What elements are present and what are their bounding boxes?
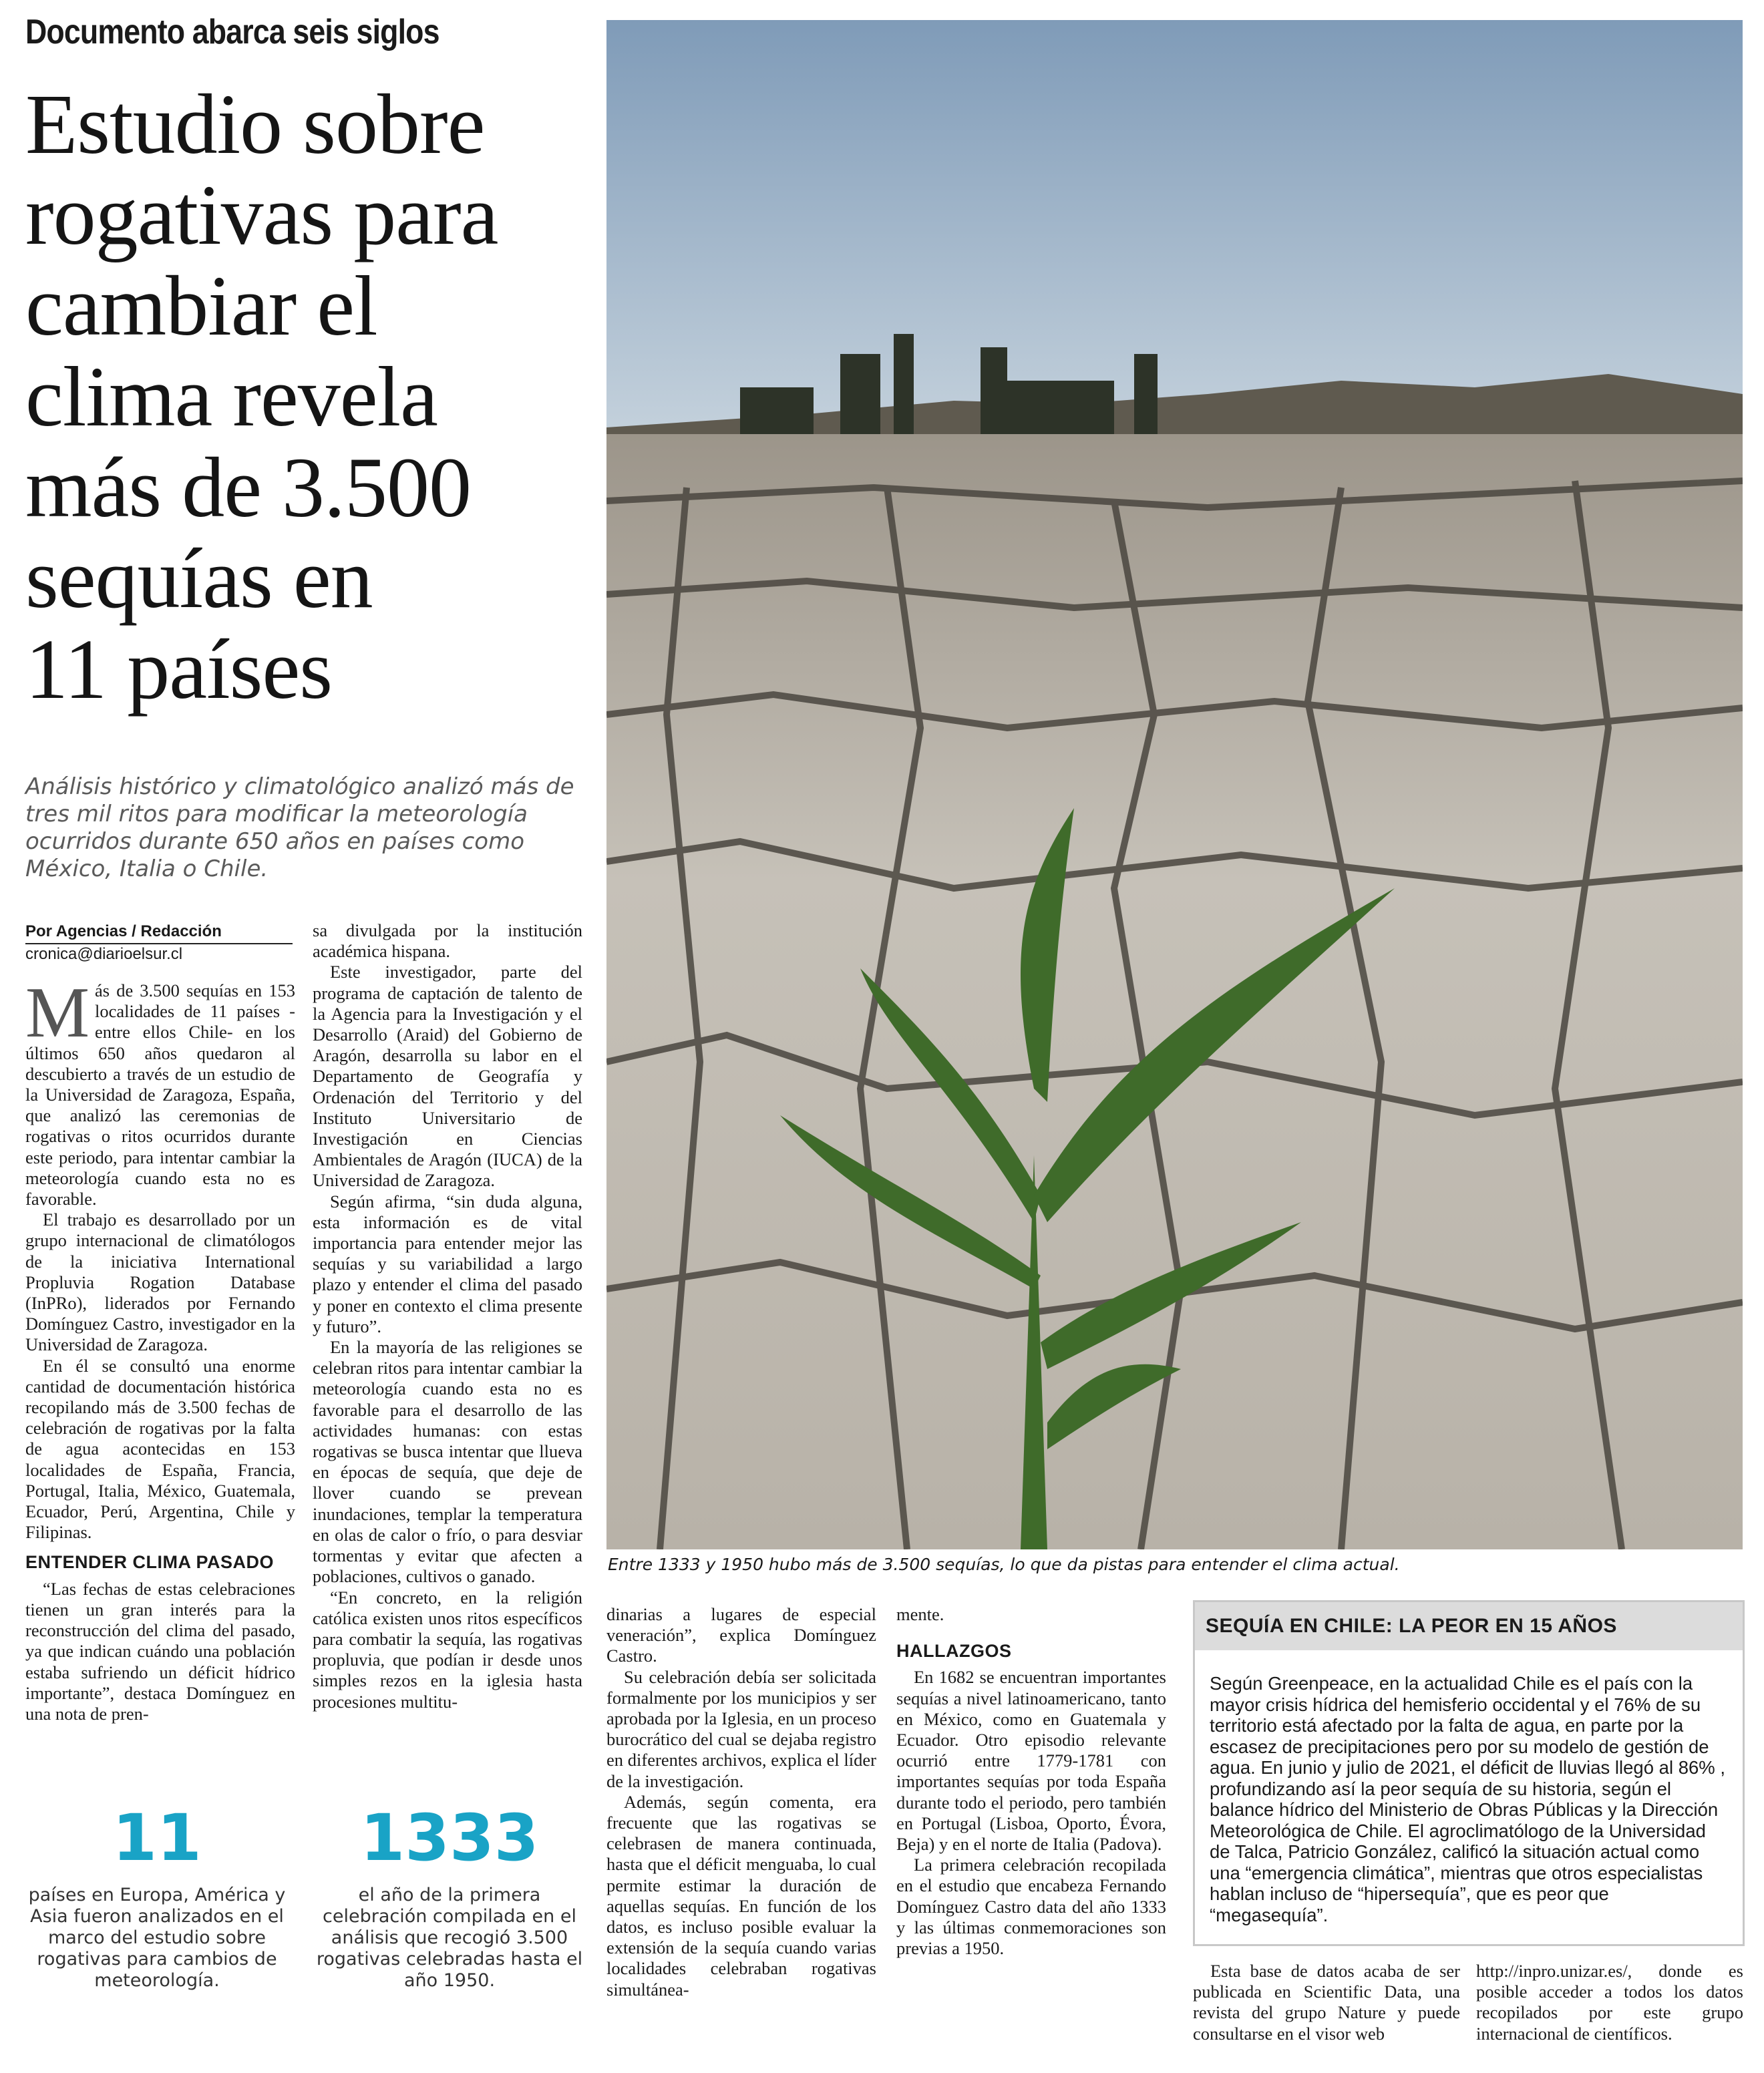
byline-author: Por Agencias / Redacción (25, 922, 293, 944)
stat-block-11 (20, 1801, 294, 1992)
bottom-column-right (1476, 1961, 1743, 2044)
paragraph: La primera celebración recopilada en el estudio que encabeza Fernando Domínguez Castro data del año 1333 y las últimas conmemoraciones son previas a 1950. (896, 1855, 1166, 1959)
paragraph: sa divulgada por la institución académica hispana. (313, 920, 582, 962)
headline (25, 79, 600, 715)
deck: Análisis histórico y climatológico analizó más de tres mil ritos para modificar la meteorología ocurridos durante 650 años en países como México, Italia o Chile. (25, 773, 574, 882)
subhead: ENTENDER CLIMA PASADO (25, 1552, 275, 1573)
cracked-earth-plant-image (606, 20, 1743, 1549)
paragraph: Esta base de datos acaba de ser publicada en Scientific Data, una revista del grupo Nature y puede consultarse en el visor web (1193, 1961, 1460, 2044)
bottom-column-left (1193, 1961, 1460, 2044)
article-column-1 (25, 973, 295, 1724)
paragraph: Este investigador, parte del programa de captación de talento de la Agencia para la Investigación y el Desarrollo (Araid) del Gobierno de Aragón, desarrolla su labor en el Departamento de Geografía y Ordenación del Territorio y del Instituto Universitario de Investigación en Ciencias Ambientales de Aragón (IUCA) de la Universidad de Zaragoza. (313, 962, 582, 1191)
byline (25, 922, 293, 964)
byline-email: cronica@diarioelsur.cl (25, 945, 183, 963)
headline-line: sequías en (25, 531, 373, 626)
paragraph: En él se consultó una enorme cantidad de documentación histórica recopilando más de 3.500 fechas de celebración de rogativas por la falta de agua acontecidas en 153 localidades de España, Francia, Portugal, Italia, México, Guatemala, Ecuador, Perú, Argentina, Chile y Filipinas. (25, 1355, 295, 1543)
sidebar-body: Según Greenpeace, en la actualidad Chile es el país con la mayor crisis hídrica del hemisferio occidental y el 76% de su territorio está afectado por la falta de agua, en parte por la escasez de precipitaciones pero por su modelo de gestión de agua. En junio y julio de 2021, el déficit de lluvias llegó al 86% , profundizando así la peor sequía de su historia, según el balance hídrico del Ministerio de Obras Públicas y la Dirección Meteorológica de Chile. El agroclimatólogo de la Universidad de Talca, Patricio González, calificó la situación actual como una “emergencia climática”, mientras que otros especialistas hablan incluso de “hipersequía”, que es peor que “megasequía”. (1210, 1673, 1726, 1925)
stat-caption: el año de la primera celebración compilada en el análisis que recogió 3.500 rogativas celebradas hasta el año 1950. (316, 1885, 583, 1991)
headline-line: Estudio sobre (25, 77, 485, 172)
headline-line: cambiar el (25, 258, 377, 353)
article-column-4 (896, 1604, 1166, 1959)
headline-line: 11 países (25, 622, 333, 717)
paragraph: Según afirma, “sin duda alguna, esta información es de vital importancia para entender mejor las sequías y su variabilidad a largo plazo y entender el clima del pasado y poner en contexto el clima presente y futuro”. (313, 1191, 582, 1336)
paragraph: Su celebración debía ser solicitada formalmente por los municipios y ser aprobada por la Iglesia, en un proceso burocrático del cual se dejaba registro en diferentes archivos, explica el líder de la investigación. (606, 1666, 876, 1791)
drought-photo (606, 20, 1743, 1549)
headline-line: más de 3.500 (25, 440, 471, 535)
photo-caption: Entre 1333 y 1950 hubo más de 3.500 sequías, lo que da pistas para entender el clima actual. (608, 1555, 1400, 1574)
paragraph: Más de 3.500 sequías en 153 localidades de 11 países -entre ellos Chile- en los últimos 650 años quedaron al descubierto a través de un estudio de la Universidad de Zaragoza, España, que analizó las ceremonias de rogativas o ritos ocurridos durante este periodo, para intentar cambiar la meteorología cuando esta no es favorable. (25, 973, 295, 1209)
paragraph: mente. (896, 1604, 944, 1624)
paragraph: Además, según comenta, era frecuente que las rogativas se celebrasen de manera continuada, hasta que el déficit menguaba, lo cual permite estimar la duración de aquellas sequías. En función de los datos, es incluso posible evaluar la extensión de la sequía cuando varias localidades celebraban rogativas simultánea- (606, 1791, 876, 2000)
stat-block-1333 (313, 1801, 586, 1992)
paragraph: dinarias a lugares de especial veneración”, explica Domínguez Castro. (606, 1604, 876, 1666)
sidebar-title: SEQUÍA EN CHILE: LA PEOR EN 15 AÑOS (1195, 1602, 1743, 1650)
article-column-3 (606, 1604, 876, 2000)
stat-number: 1333 (360, 1801, 539, 1875)
subhead: HALLAZGOS (896, 1641, 1012, 1662)
paragraph: El trabajo es desarrollado por un grupo internacional de climatólogos de la iniciativa International Propluvia Rogation Database (InPRo), liderados por Fernando Domínguez Castro, investigador en la Universidad de Zaragoza. (25, 1209, 295, 1355)
dropcap: M (25, 973, 90, 1053)
stat-caption: países en Europa, América y Asia fueron analizados en el marco del estudio sobre rogativas para cambios de meteorología. (28, 1885, 286, 1991)
paragraph: http://inpro.unizar.es/, donde es posible acceder a todos los datos recopilados por este grupo internacional de científicos. (1476, 1961, 1743, 2044)
headline-line: clima revela (25, 349, 437, 444)
article-column-2 (313, 920, 582, 1712)
paragraph: “Las fechas de estas celebraciones tienen un gran interés para la reconstrucción del clima del pasado, ya que indican cuándo una población estaba sufriendo un déficit hídrico importante”, destaca Domínguez en una nota de pren- (25, 1578, 295, 1724)
kicker: Documento abarca seis siglos (25, 13, 439, 51)
stat-number: 11 (112, 1801, 202, 1875)
headline-line: rogativas para (25, 168, 498, 262)
paragraph: En 1682 se encuentran importantes sequías a nivel latinoamericano, tanto en México, como en Guatemala y Ecuador. Otro episodio relevante ocurrió entre 1779-1781 con importantes sequías por toda España durante todo el periodo, pero también en Portugal (Lisboa, Oporto, Évora, Beja) y en el norte de Italia (Padova). (896, 1667, 1166, 1855)
sidebar-box (1193, 1600, 1745, 1946)
paragraph: En la mayoría de las religiones se celebran ritos para intentar cambiar la meteorología cuando esta no es favorable para el desarrollo de las actividades humanas: con estas rogativas se busca intentar que llueva en épocas de sequía, que deje de llover cuando se prevean inundaciones, templar la temperatura en olas de calor o frío, o para desviar tormentas y evitar que afecten a poblaciones, cultivos o ganado. (313, 1337, 582, 1587)
paragraph: “En concreto, en la religión católica existen unos ritos específicos para combatir la sequía, las rogativas propluvia, que podían ir desde unos simples rezos en la iglesia hasta procesiones multitu- (313, 1587, 582, 1712)
